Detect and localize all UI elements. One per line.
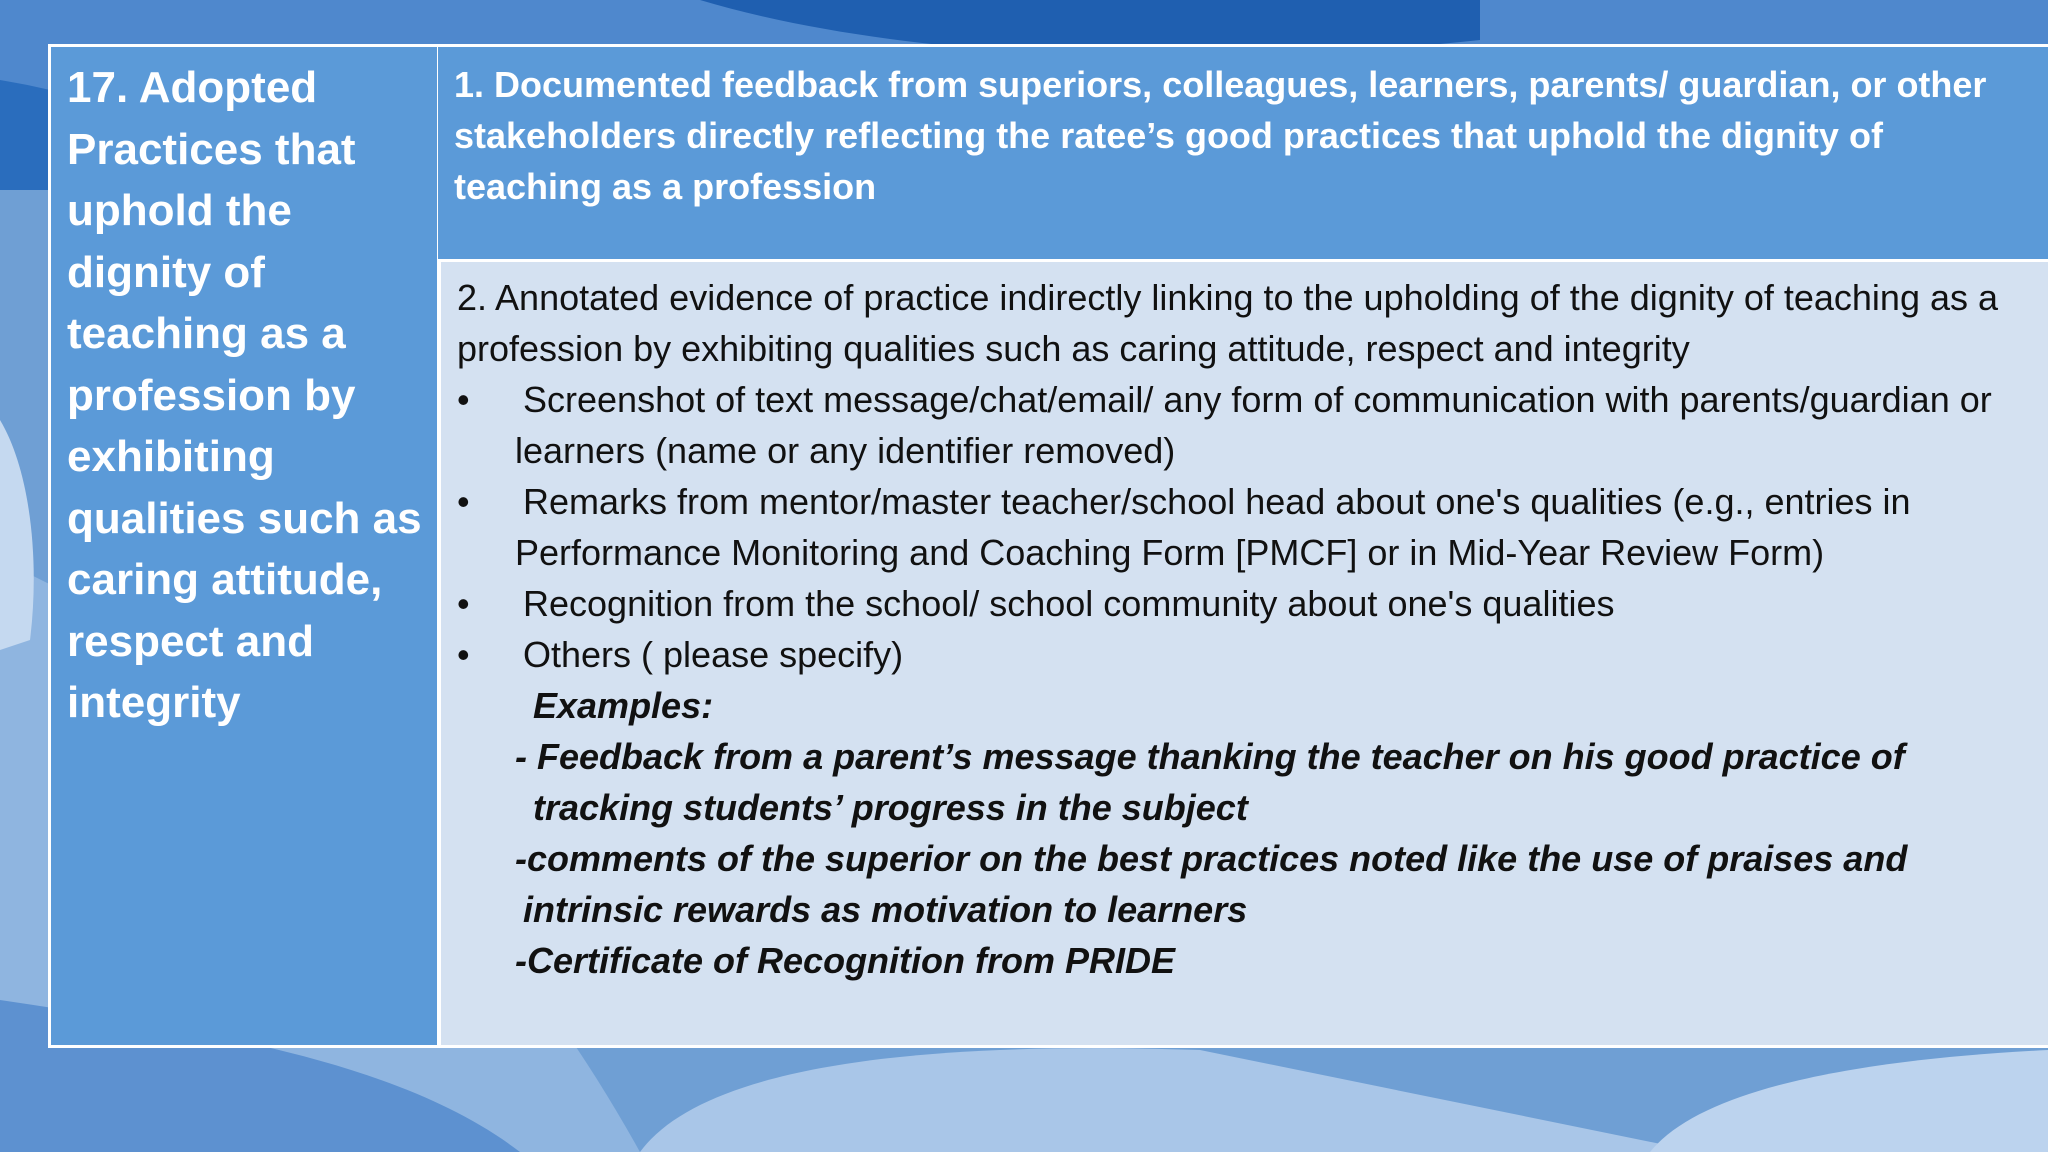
bullet-text: Remarks from mentor/master teacher/school head about one's qualities (e.g., entries in Performance Monitoring and Coaching Form [PMCF] or in Mid-Year Review Form)	[515, 481, 1911, 573]
bullet-icon: •	[457, 379, 470, 420]
annotated-evidence-lead: 2. Annotated evidence of practice indirectly linking to the upholding of the dignity of teaching as a profession by exhibiting qualities such as caring attitude, respect and integrity	[457, 277, 1999, 369]
examples-block	[457, 680, 2036, 986]
evidence-bullet-list	[457, 374, 2036, 680]
bullet-item	[457, 374, 2036, 476]
example-3: -Certificate of Recognition from PRIDE	[515, 940, 1176, 981]
bullet-text: Others ( please specify)	[523, 634, 904, 675]
examples-title: Examples:	[533, 685, 714, 726]
annotated-evidence-cell	[438, 259, 2048, 1048]
example-1-line-1: - Feedback from a parent’s message thanking the teacher on his good practice of	[515, 736, 1905, 777]
bullet-item	[457, 476, 2036, 578]
example-2-line-2: intrinsic rewards as motivation to learners	[523, 889, 1248, 930]
example-2-line-1: -comments of the superior on the best practices noted like the use of praises and	[515, 838, 1908, 879]
documented-feedback-text: 1. Documented feedback from superiors, colleagues, learners, parents/ guardian, or other stakeholders directly reflecting the ratee’s good practices that uphold the dignity of teaching as a profession	[454, 64, 1987, 207]
bullet-text: Recognition from the school/ school community about one's qualities	[523, 583, 1615, 624]
documented-feedback-cell	[438, 44, 2048, 262]
bullet-text: Screenshot of text message/chat/email/ any form of communication with parents/guardian or learners (name or any identifier removed)	[515, 379, 1992, 471]
bullet-item	[457, 578, 2036, 629]
criterion-heading: 17. Adopted Practices that uphold the dignity of teaching as a profession by exhibiting qualities such as caring attitude, respect and integrity	[67, 63, 422, 727]
criteria-table	[48, 44, 2048, 1048]
bullet-item	[457, 629, 2036, 680]
bullet-icon: •	[457, 481, 470, 522]
bullet-icon: •	[457, 634, 470, 675]
criterion-heading-cell	[48, 44, 440, 1048]
bullet-icon: •	[457, 583, 470, 624]
example-1-line-2: tracking students’ progress in the subject	[533, 787, 1248, 828]
